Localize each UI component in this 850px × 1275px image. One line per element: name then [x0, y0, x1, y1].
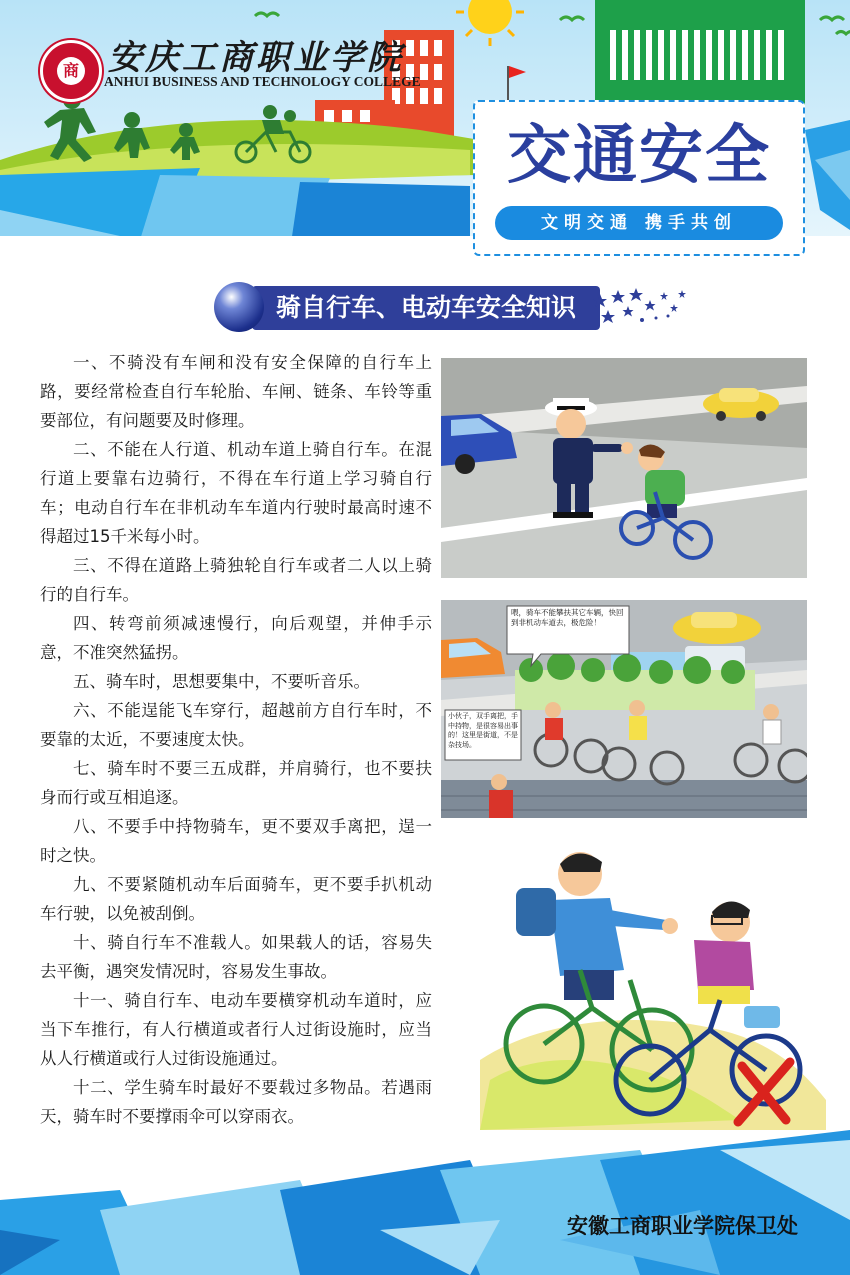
- yellow-car-icon: [673, 612, 761, 644]
- college-seal-logo: [40, 40, 102, 102]
- safety-rules-article: [40, 348, 432, 1131]
- poster-title: 交通安全: [507, 119, 771, 193]
- illustration-wrong-behavior: [480, 830, 826, 1130]
- green-building-icon: [595, 0, 805, 105]
- rule-paragraph: 十一、骑自行车、电动车要横穿机动车道时，应当下车推行，有人行横道或者行人过街设施时，应当从人行横道或行人过街设施通过。: [40, 991, 432, 1068]
- speech-bubble-2: [445, 710, 521, 760]
- rule-paragraph: 十二、学生骑车时最好不要载过多物品。若遇雨天，骑车时不要撑雨伞可以穿雨衣。: [40, 1078, 432, 1126]
- stars-icon: [590, 284, 690, 334]
- rule-paragraph: 一、不骑没有车闸和没有安全保障的自行车上路，要经常检查自行车轮胎、车闸、链条、车铃等重要部位，有问题要及时修理。: [40, 353, 432, 430]
- rule-paragraph: 七、骑车时不要三五成群，并肩骑行，也不要扶身而行或互相追逐。: [40, 759, 432, 807]
- rule-paragraph: 三、不得在道路上骑独轮自行车或者二人以上骑行的自行车。: [40, 556, 432, 604]
- section-title: 骑自行车、电动车安全知识: [276, 293, 577, 322]
- rule-paragraph: 十、骑自行车不准载人。如果载人的话，容易失去平衡，遇突发情况时，容易发生事故。: [40, 933, 432, 981]
- slogan-badge: 文明交通 携手共创: [495, 206, 783, 240]
- bubble-text-2: 小伙子，双手离把，手中持物，是很容易出事的！这里是街道，不是杂技场。: [448, 712, 518, 749]
- rule-paragraph: 六、不能逞能飞车穿行，超越前方自行车时，不要靠的太近，不要速度太快。: [40, 701, 432, 749]
- seal-emblem: 商: [57, 57, 85, 85]
- title-box: [473, 100, 805, 256]
- rule-paragraph: 五、骑车时，思想要集中，不要听音乐。: [73, 672, 370, 691]
- rule-paragraph: 九、不要紧随机动车后面骑车，更不要手扒机动车行驶，以免被刮倒。: [40, 875, 432, 923]
- rule-paragraph: 四、转弯前须减速慢行，向后观望，并伸手示意，不准突然猛拐。: [40, 614, 432, 662]
- issuing-department: 安徽工商职业学院保卫处: [567, 1214, 798, 1238]
- rule-paragraph: 八、不要手中持物骑车，更不要双手离把，逞一时之快。: [40, 817, 432, 865]
- globe-bullet-icon: [214, 282, 264, 332]
- rule-paragraph: 二、不能在人行道、机动车道上骑自行车。在混行道上要靠右边骑行，不得在车行道上学习骑自行车；电动自行车在非机动车车道内行驶时最高时速不得超过15千米每小时。: [40, 440, 432, 546]
- college-name-cn: 安庆工商职业学院: [108, 38, 404, 78]
- college-name-en: ANHUI BUSINESS AND TECHNOLOGY COLLEGE: [104, 74, 421, 89]
- footer-banner: [0, 1130, 850, 1275]
- bubble-text-1: 喂，骑车不能攀扶其它车辆，快回到非机动车道去，极危险！: [511, 608, 624, 627]
- illustration-road-cyclists: [441, 600, 807, 818]
- illustration-police-child: [441, 358, 807, 578]
